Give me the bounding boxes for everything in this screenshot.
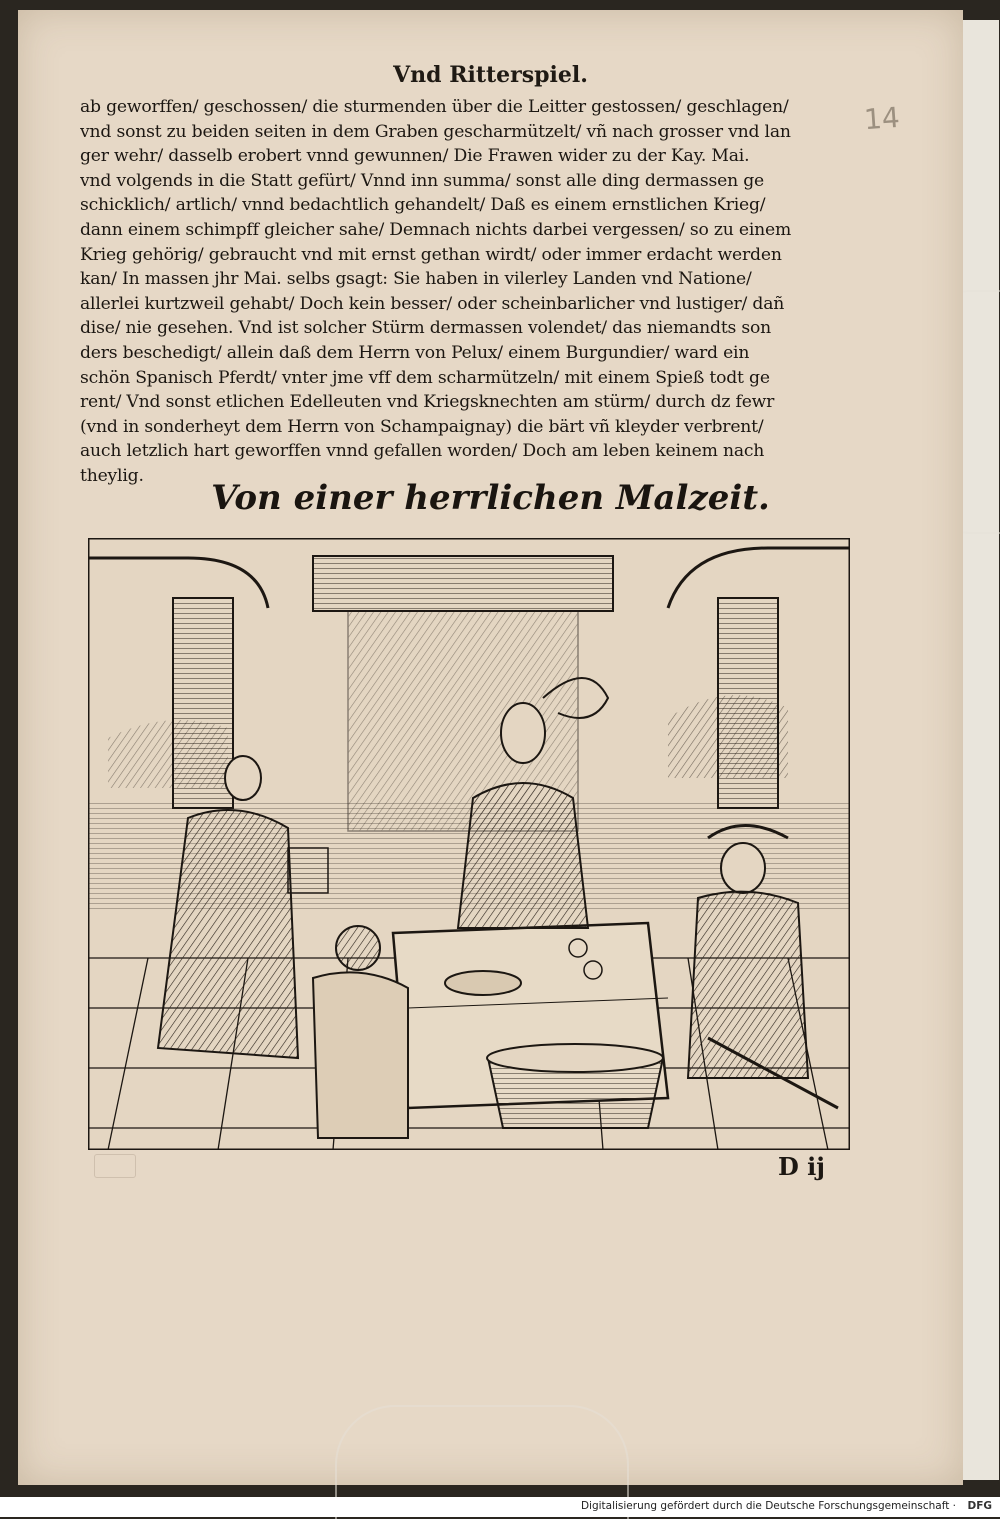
- text-line: ger wehr/ dasselb erobert vnnd gewunnen/ Die Frawen wider zu der Kay. Mai.: [80, 146, 750, 167]
- text-line: kan/ In massen jhr Mai. selbs gsagt: Sie haben in vilerley Landen vnd Natione/: [80, 269, 752, 290]
- text-line: vnd sonst zu beiden seiten in dem Graben gescharmützelt/ vñ nach grosser vnd lan: [80, 121, 791, 142]
- text-line: allerlei kurtzweil gehabt/ Doch kein besser/ oder scheinbarlicher vnd lustiger/ dañ: [80, 293, 785, 314]
- text-line: theylig.: [80, 465, 144, 486]
- text-line: Krieg gehörig/ gebraucht vnd mit ernst gethan wirdt/ oder immer erdacht werden: [80, 244, 782, 265]
- text-line: ab geworffen/ geschossen/ die sturmenden über die Leitter gestossen/ geschlagen/: [80, 97, 789, 117]
- text-line: rent/ Vnd sonst etlichen Edelleuten vnd Kriegsknechten am stürm/ durch dz fewr: [80, 392, 775, 413]
- text-line: dann einem schimpff gleicher sahe/ Demnach nichts darbei vergessen/ so zu einem: [80, 219, 792, 240]
- book-page: [18, 10, 963, 1485]
- text-line: (vnd in sonderheyt dem Herrn von Schampaignay) die bärt vñ kleyder verbrent/: [80, 416, 764, 437]
- text-line: auch letzlich hart geworffen vnnd gefallen worden/ Doch am leben keinem nach: [80, 441, 765, 462]
- text-line: vnd volgends in die Statt gefürt/ Vnnd inn summa/ sonst alle ding dermassen ge: [80, 170, 764, 191]
- banquet-woodcut-illustration: [88, 538, 850, 1150]
- folio-number: 14: [862, 100, 901, 137]
- text-line: ders beschedigt/ allein daß dem Herrn von Pelux/ einem Burgundier/ ward ein: [80, 342, 750, 363]
- text-line: schön Spanisch Pferdt/ vnter jme vff dem scharmützeln/ mit einem Spieß todt ge: [80, 367, 770, 388]
- section-heading: Von einer herrlichen Malzeit.: [211, 478, 770, 518]
- dfg-logo: DFG: [967, 1500, 992, 1512]
- signature-mark: D ij: [778, 1152, 825, 1181]
- text-line: dise/ nie gesehen. Vnd ist solcher Stürm dermassen volendet/ das niemandts son: [80, 318, 772, 339]
- library-stamp: [94, 1154, 136, 1178]
- funding-notice: Digitalisierung gefördert durch die Deutsche Forschungsgemeinschaft ·: [580, 1500, 956, 1512]
- text-line: schicklich/ artlich/ vnnd bedachtlich gehandelt/ Daß es einem ernstlichen Krieg/: [80, 195, 766, 216]
- body-text: [80, 95, 870, 489]
- running-head: Vnd Ritterspiel.: [393, 62, 588, 88]
